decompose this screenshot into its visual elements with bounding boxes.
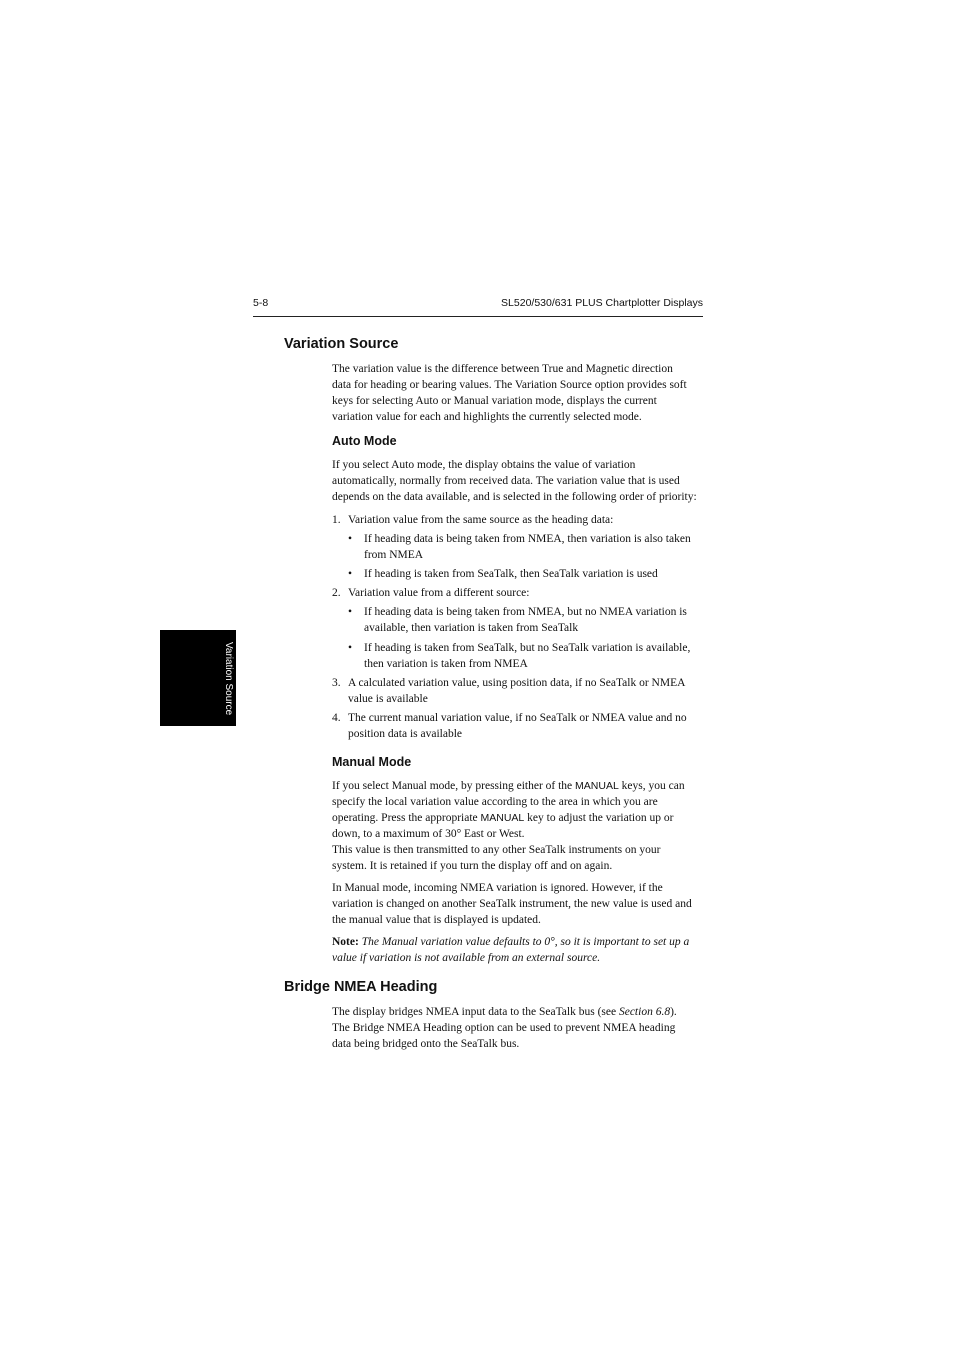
manual-mode-paragraph-1 [332,778,704,874]
text-run: key to adjust the variation up or [524,812,674,824]
text-line: A calculated variation value, using position data, if no SeaTalk or NMEA [348,677,686,689]
text-line: If you select Auto mode, the display obtains the value of variation [332,459,636,471]
note-text: The Manual variation value defaults to 0°, so it is important to set up a [358,936,690,948]
text-line: value is available [348,693,428,705]
text-line: This value is then transmitted to any other SeaTalk instruments on your [332,844,661,856]
section-reference: Section 6.8 [618,1006,671,1018]
manual-key-label: MANUAL [575,780,619,792]
text-line: specify the local variation value according to the area in which you are [332,796,658,808]
text-line: The current manual variation value, if no SeaTalk or NMEA value and no [348,712,687,724]
text-line: variation value for each and highlights the currently selected mode. [332,411,642,423]
running-title: SL520/530/631 PLUS Chartplotter Displays [501,297,703,309]
list-item-text [348,710,704,742]
section-heading-variation-source: Variation Source [284,336,399,352]
manual-key-label: MANUAL [480,812,525,824]
list-item-text: Variation value from a different source: [348,587,530,599]
text-line: If heading data is being taken from NMEA, but no NMEA variation is [364,606,687,618]
manual-mode-note [332,934,704,966]
note-label: Note: [332,936,359,948]
subheading-auto-mode: Auto Mode [332,434,397,448]
list-number: 2. [332,587,341,599]
text-line: If heading is taken from SeaTalk, then SeaTalk variation is used [364,568,658,580]
manual-mode-paragraph-2 [332,880,704,928]
text-line: If heading is taken from SeaTalk, but no SeaTalk variation is available, [364,642,691,654]
text-line: The variation value is the difference between True and Magnetic direction [332,363,673,375]
text-line: The Bridge NMEA Heading option can be used to prevent NMEA heading [332,1022,676,1034]
text-line: In Manual mode, incoming NMEA variation is ignored. However, if the [332,882,663,894]
bullet-item [364,531,704,563]
side-tab-label: Variation Source [223,642,234,716]
text-line: from NMEA [364,549,424,561]
bullet-item [364,604,704,636]
text-line: then variation is taken from NMEA [364,658,528,670]
text-run: If you select Manual mode, by pressing either of the [332,780,576,792]
list-item-text [348,675,704,707]
auto-mode-intro [332,457,704,505]
list-number: 4. [332,712,341,724]
bullet-item [364,640,704,672]
bullet-marker: • [348,568,353,580]
text-line: down, to a maximum of 30° East or West. [332,828,525,840]
text-line: available, then variation is taken from SeaTalk [364,622,579,634]
list-number: 3. [332,677,341,689]
text-line: variation is changed on another SeaTalk instrument, the new value is used and [332,898,692,910]
bullet-marker: • [348,606,353,618]
bullet-marker: • [348,642,353,654]
text-line: system. It is retained if you turn the display off and on again. [332,860,613,872]
text-line: depends on the data available, and is selected in the following order of priority: [332,491,697,503]
text-run: The display bridges NMEA input data to the SeaTalk bus (see [332,1006,619,1018]
text-run: operating. Press the appropriate [332,812,481,824]
text-line: data for heading or bearing values. The Variation Source option provides soft [332,379,687,391]
page-number: 5-8 [253,297,269,309]
bridge-nmea-paragraph [332,1004,704,1052]
text-line: position data is available [348,728,463,740]
bullet-marker: • [348,533,353,545]
text-run: keys, you can [618,780,685,792]
subheading-manual-mode: Manual Mode [332,755,412,769]
page-header [253,297,703,317]
text-line: data being bridged onto the SeaTalk bus. [332,1038,520,1050]
text-line: the manual value that is displayed is updated. [332,914,541,926]
bullet-item [364,566,704,582]
section-heading-bridge-nmea-heading: Bridge NMEA Heading [284,979,438,995]
list-item-text: Variation value from the same source as the heading data: [348,514,614,526]
list-number: 1. [332,514,341,526]
note-text: value if variation is not available from an external source. [332,952,601,964]
text-line: If heading data is being taken from NMEA, then variation is also taken [364,533,691,545]
text-line: automatically, normally from received data. The variation value that is used [332,475,680,487]
text-line: keys for selecting Auto or Manual variation mode, displays the current [332,395,657,407]
text-run: ). [670,1006,677,1018]
variation-source-intro [332,361,704,425]
